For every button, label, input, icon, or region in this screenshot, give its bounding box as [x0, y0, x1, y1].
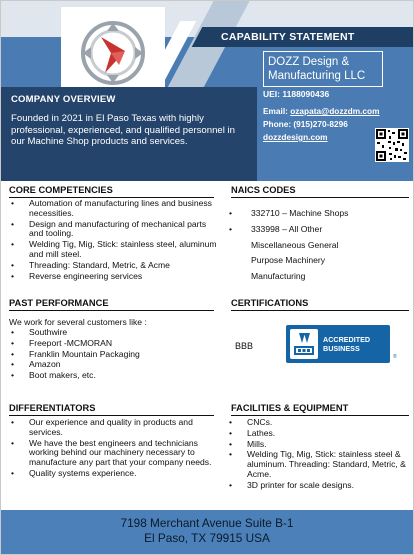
facilities-equipment-list	[225, 418, 407, 492]
list-item: • Boot makers, etc.	[7, 371, 217, 381]
website-link[interactable]: dozzdesign.com	[263, 132, 328, 142]
list-item: • 332710 – Machine Shops	[225, 207, 405, 221]
list-item-continuation: Purpose Machinery	[251, 255, 326, 266]
address-line2: El Paso, TX 79915 USA	[144, 531, 270, 545]
bbb-accredited-badge	[286, 325, 390, 363]
list-item: • Mills.	[225, 440, 407, 450]
bbb-badge-text	[323, 335, 370, 353]
capability-title: CAPABILITY STATEMENT	[221, 31, 355, 43]
uei-number: UEI: 1188090436	[263, 89, 330, 99]
list-item-continuation: Manufacturing	[251, 271, 306, 282]
list-item: • Welding Tig, Mig, Stick: stainless steel, aluminum and mill steel.	[7, 240, 217, 260]
list-item: • 333998 – All Other	[225, 223, 405, 237]
company-overview-label: COMPANY OVERVIEW	[11, 94, 116, 105]
phone-number: Phone: (915)270-8296	[263, 119, 348, 129]
list-item: • We have the best engineers and technicians working behind our machinery necessary to manufacture any part that your company needs.	[7, 439, 217, 468]
list-item: • Freeport -MCMORAN	[7, 339, 217, 349]
email-label: Email:	[263, 106, 291, 116]
qr-code	[375, 128, 409, 162]
list-item: • Lathes.	[225, 429, 407, 439]
past-performance-intro: We work for several customers like :	[9, 317, 147, 327]
list-item: • Reverse engineering services	[7, 272, 217, 282]
dozz-logo-icon	[61, 7, 165, 97]
differentiators-title: DIFFERENTIATORS	[9, 403, 214, 416]
list-item: • Design and manufacturing of mechanical parts and tooling.	[7, 220, 217, 240]
email-row	[263, 105, 379, 118]
header-banner	[1, 1, 413, 181]
past-performance-title: PAST PERFORMANCE	[9, 298, 214, 311]
past-performance-list	[7, 328, 217, 382]
core-competencies-list	[7, 199, 217, 282]
company-overview-text: Founded in 2021 in El Paso Texas with highly professional, experienced, and qualified personnel in our Machine Shop products and services.	[11, 113, 236, 148]
list-item: • Threading: Standard, Metric, & Acme	[7, 261, 217, 271]
differentiators-list	[7, 418, 217, 480]
address-line1: 7198 Merchant Avenue Suite B-1	[120, 516, 294, 530]
list-item: • Our experience and quality in products and services.	[7, 418, 217, 438]
company-name-box	[263, 51, 383, 87]
bbb-label: BBB	[235, 341, 254, 351]
address-footer	[1, 510, 413, 554]
list-item: • Welding Tig, Mig, Stick: stainless steel & aluminum. Threading: Standard, Metric, & Acme.	[225, 450, 407, 479]
facilities-equipment-title: FACILITIES & EQUIPMENT	[231, 403, 409, 416]
qr-code-icon	[375, 128, 409, 162]
company-logo	[61, 7, 165, 97]
list-item: • Franklin Mountain Packaging	[7, 350, 217, 360]
list-item: • CNCs.	[225, 418, 407, 428]
list-item: • Quality systems experience.	[7, 469, 217, 479]
email-link[interactable]: ozapata@dozzdm.com	[290, 106, 380, 116]
bbb-torch-icon	[290, 329, 318, 359]
list-item: • Southwire	[7, 328, 217, 338]
naics-codes-title: NAICS CODES	[231, 185, 409, 198]
company-name-line1: DOZZ Design &	[268, 56, 350, 68]
list-item-continuation: Miscellaneous General	[251, 239, 339, 250]
core-competencies-title: CORE COMPETENCIES	[9, 185, 214, 198]
company-name-line2: Manufacturing LLC	[268, 70, 366, 82]
list-item: • 3D printer for scale designs.	[225, 481, 407, 491]
capability-statement-banner	[192, 27, 413, 47]
certifications-title: CERTIFICATIONS	[231, 298, 409, 311]
registered-mark: ®	[393, 354, 397, 360]
list-item: • Amazon	[7, 360, 217, 370]
bbb-badge-line2: BUSINESS	[323, 344, 360, 353]
naics-codes-list	[225, 207, 405, 286]
list-item: • Automation of manufacturing lines and business necessities.	[7, 199, 217, 219]
contact-info	[263, 105, 379, 144]
bbb-badge-line1: ACCREDITED	[323, 335, 371, 344]
